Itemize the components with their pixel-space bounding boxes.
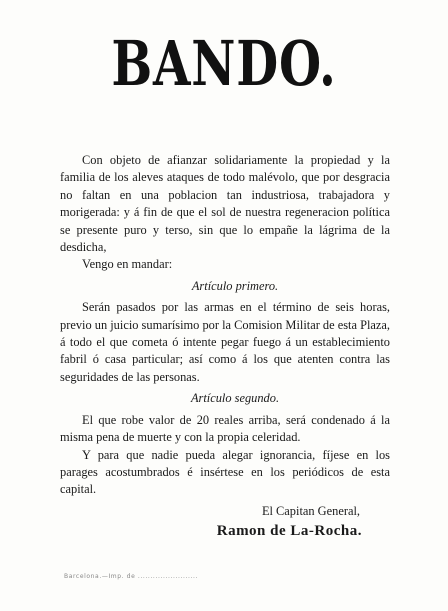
printer-footer: Barcelona.—Imp. de ........................ <box>64 573 199 580</box>
article-2-text: El que robe valor de 20 reales arriba, será condenado á la misma pena de muerte y con la propia celeridad. <box>60 412 390 445</box>
closing-paragraph: Y para que nadie pueda alegar ignorancia, fíjese en los parages acostumbrados é insértese en los periódicos de esta capital. <box>60 447 390 497</box>
article-1-heading: Artículo primero. <box>191 278 279 293</box>
article-1-text: Serán pasados por las armas en el término de seis horas, previo un juicio sumarísimo por la Comision Militar de esta Plaza, á todo el que cometa ó intente pegar fuego á un establecimiento fabril ó casa particular; así como á los que atenten contra las seguridades de las personas. <box>60 300 391 384</box>
signature-name: Ramon de La-Rocha. <box>216 523 362 540</box>
vengo-line: Vengo en mandar: <box>82 257 173 272</box>
proclamation-body <box>60 152 390 541</box>
page-title: BANDO. <box>111 27 337 100</box>
signature-title: El Capitan General, <box>261 503 360 518</box>
intro-paragraph: Con objeto de afianzar solidariamente la propiedad y la familia de los aleves ataques de todo malévolo, que por desgracia no faltan en una poblacion tan industriosa, trabajadora y morigerada: y á fin de que el sol de nuestra regeneracion política se presente puro y terso, sin que lo empañe la lágrima de la desdicha, <box>60 153 390 255</box>
article-2-heading: Artículo segundo. <box>190 391 280 406</box>
